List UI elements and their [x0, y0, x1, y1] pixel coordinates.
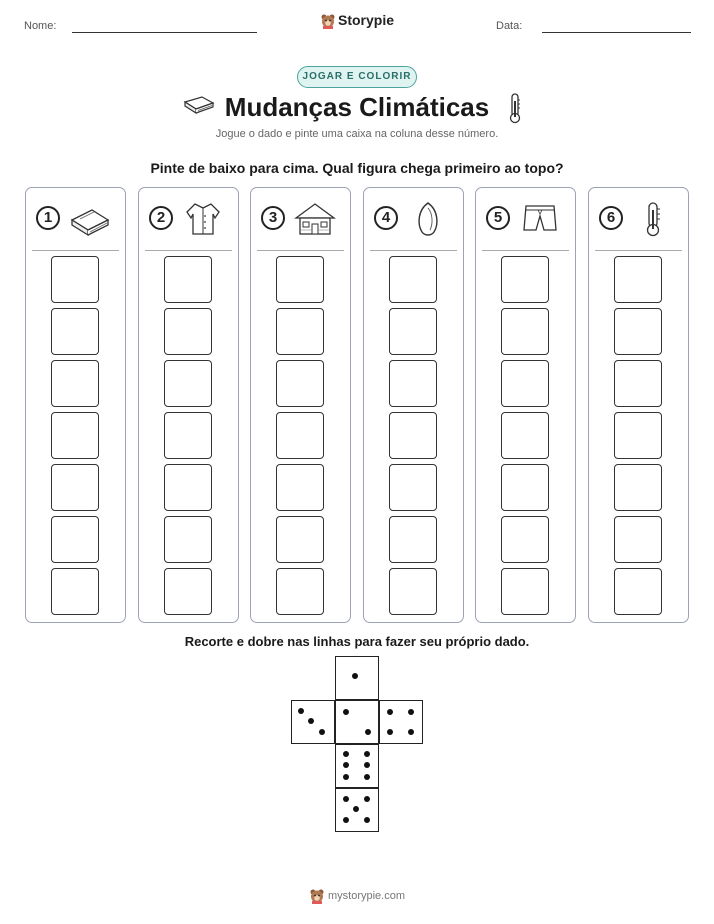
color-box[interactable]	[164, 516, 212, 563]
storypie-bear-icon	[320, 13, 336, 29]
color-box[interactable]	[501, 412, 549, 459]
color-box[interactable]	[389, 412, 437, 459]
dice-face-3	[291, 700, 335, 744]
storypie-bear-icon	[309, 888, 325, 904]
color-box[interactable]	[51, 568, 99, 615]
pip	[308, 718, 314, 724]
color-box[interactable]	[164, 412, 212, 459]
column-6	[588, 187, 689, 623]
thermometer-icon	[508, 92, 522, 124]
color-box[interactable]	[51, 412, 99, 459]
pip	[352, 673, 358, 679]
color-box[interactable]	[51, 516, 99, 563]
column-divider	[595, 250, 682, 251]
color-box[interactable]	[51, 464, 99, 511]
color-box[interactable]	[614, 464, 662, 511]
column-divider	[370, 250, 457, 251]
activity-badge: JOGAR E COLORIR	[297, 66, 417, 88]
pip	[353, 806, 359, 812]
column-number: 5	[486, 206, 510, 230]
column-divider	[145, 250, 232, 251]
color-box[interactable]	[389, 360, 437, 407]
color-box[interactable]	[614, 308, 662, 355]
color-box[interactable]	[614, 256, 662, 303]
pip	[343, 762, 349, 768]
book-icon	[68, 200, 112, 238]
color-box[interactable]	[164, 308, 212, 355]
column-4	[363, 187, 464, 623]
dice-face-1	[335, 656, 379, 700]
pip	[343, 774, 349, 780]
color-box[interactable]	[389, 256, 437, 303]
pip	[408, 709, 414, 715]
color-box[interactable]	[389, 464, 437, 511]
page-title: Mudanças Climáticas	[224, 92, 490, 122]
color-box[interactable]	[389, 308, 437, 355]
color-box[interactable]	[164, 464, 212, 511]
color-box[interactable]	[276, 256, 324, 303]
column-number: 3	[261, 206, 285, 230]
brand-logo	[0, 12, 714, 29]
seed-icon	[406, 200, 450, 238]
color-box[interactable]	[614, 568, 662, 615]
color-box[interactable]	[501, 568, 549, 615]
column-3	[250, 187, 351, 623]
footer	[0, 888, 714, 904]
color-box[interactable]	[501, 360, 549, 407]
pip	[387, 709, 393, 715]
pip	[298, 708, 304, 714]
pip	[364, 817, 370, 823]
column-1	[25, 187, 126, 623]
pip	[343, 709, 349, 715]
color-box[interactable]	[614, 360, 662, 407]
pip	[343, 817, 349, 823]
footer-url[interactable]: mystorypie.com	[327, 889, 406, 902]
name-label: Nome:	[24, 20, 57, 32]
color-box[interactable]	[501, 308, 549, 355]
color-box[interactable]	[276, 568, 324, 615]
dice-instruction: Recorte e dobre nas linhas para fazer seu próprio dado.	[184, 634, 530, 649]
column-divider	[32, 250, 119, 251]
column-number: 1	[36, 206, 60, 230]
subtitle: Jogue o dado e pinte uma caixa na coluna desse número.	[215, 128, 499, 140]
thermometer-icon	[631, 200, 675, 238]
dice-face-6	[335, 744, 379, 788]
house-icon	[293, 200, 337, 238]
coat-icon	[181, 200, 225, 238]
color-box[interactable]	[164, 568, 212, 615]
column-number: 4	[374, 206, 398, 230]
color-box[interactable]	[276, 516, 324, 563]
pip	[343, 796, 349, 802]
color-box[interactable]	[614, 412, 662, 459]
pip	[408, 729, 414, 735]
color-box[interactable]	[51, 308, 99, 355]
color-box[interactable]	[389, 516, 437, 563]
color-box[interactable]	[276, 360, 324, 407]
date-line	[542, 32, 691, 33]
pip	[364, 762, 370, 768]
instruction: Pinte de baixo para cima. Qual figura chega primeiro ao topo?	[150, 160, 564, 176]
pip	[364, 796, 370, 802]
dice-face-5	[335, 788, 379, 832]
pip	[319, 729, 325, 735]
color-box[interactable]	[501, 516, 549, 563]
shorts-icon	[518, 200, 562, 238]
name-line	[72, 32, 257, 33]
color-box[interactable]	[614, 516, 662, 563]
pip	[365, 729, 371, 735]
column-2	[138, 187, 239, 623]
pip	[343, 751, 349, 757]
column-number: 2	[149, 206, 173, 230]
color-box[interactable]	[276, 464, 324, 511]
column-divider	[482, 250, 569, 251]
pip	[364, 751, 370, 757]
color-box[interactable]	[51, 256, 99, 303]
color-box[interactable]	[276, 412, 324, 459]
date-label: Data:	[496, 20, 523, 32]
dice-face-2	[335, 700, 379, 744]
dice-face-4	[379, 700, 423, 744]
pip	[387, 729, 393, 735]
color-box[interactable]	[164, 360, 212, 407]
color-box[interactable]	[164, 256, 212, 303]
color-box[interactable]	[51, 360, 99, 407]
color-box[interactable]	[389, 568, 437, 615]
pip	[364, 774, 370, 780]
column-number: 6	[599, 206, 623, 230]
color-box[interactable]	[501, 256, 549, 303]
column-5	[475, 187, 576, 623]
brand-name: Storypie	[337, 12, 394, 28]
color-box[interactable]	[276, 308, 324, 355]
column-divider	[257, 250, 344, 251]
color-box[interactable]	[501, 464, 549, 511]
